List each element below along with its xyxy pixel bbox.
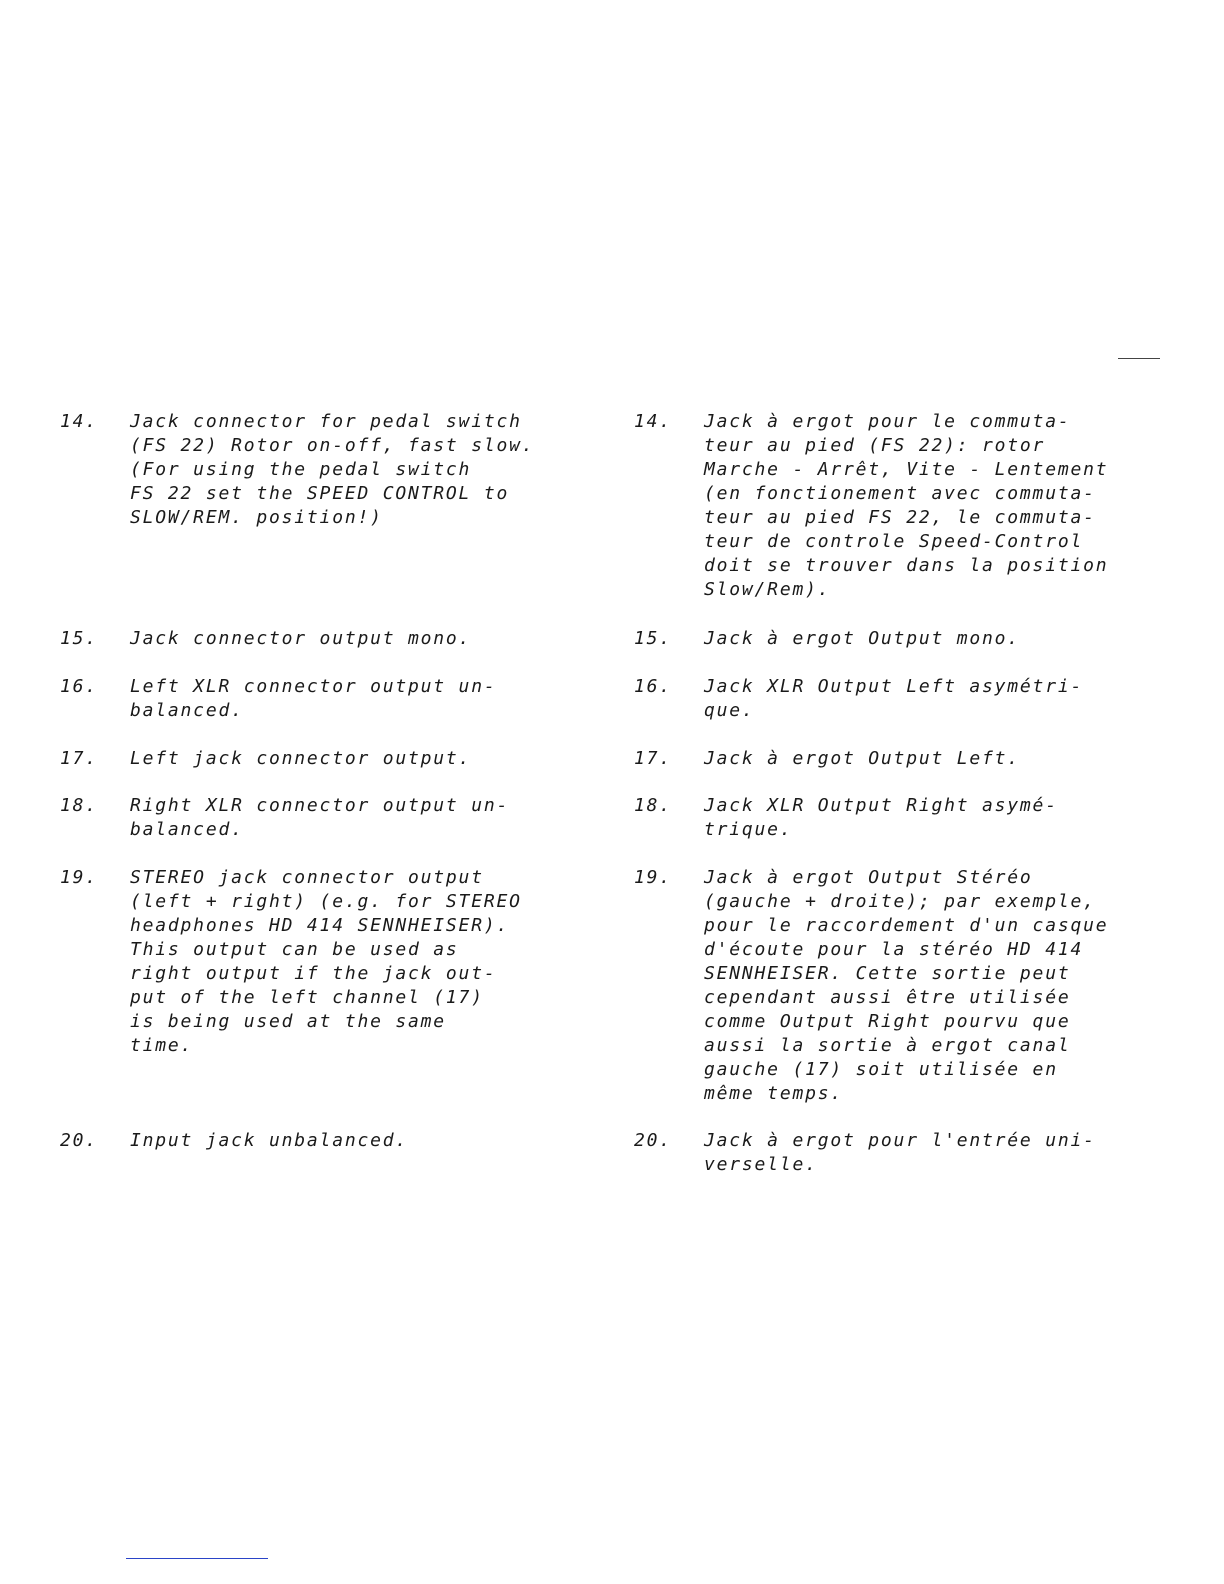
item-text: Right XLR connector output un- balanced. bbox=[130, 795, 510, 840]
list-item-fr-20 bbox=[634, 1129, 1096, 1201]
item-number: 17. bbox=[60, 748, 98, 769]
list-item-en-20 bbox=[60, 1129, 409, 1201]
header-rule bbox=[1118, 358, 1160, 359]
item-number: 20. bbox=[60, 1130, 98, 1151]
item-text: Jack connector for pedal switch (FS 22) Rotor on-off, fast slow. (For using the pedal switch FS 22 set the SPEED CONTROL to SLOW/REM. position!) bbox=[130, 411, 535, 528]
item-text: Jack à ergot Output mono. bbox=[704, 628, 1020, 649]
item-text: Jack à ergot pour l'entrée uni- verselle. bbox=[704, 1130, 1096, 1175]
list-item-fr-19 bbox=[634, 866, 1109, 1104]
item-text: Jack connector output mono. bbox=[130, 628, 472, 649]
item-number: 14. bbox=[634, 411, 672, 432]
item-number: 19. bbox=[634, 867, 672, 888]
item-number: 18. bbox=[60, 795, 98, 816]
item-number: 17. bbox=[634, 748, 672, 769]
item-text: Jack à ergot Output Left. bbox=[704, 748, 1020, 769]
item-text: Left XLR connector output un- balanced. bbox=[130, 676, 497, 721]
item-text: Left jack connector output. bbox=[130, 748, 472, 769]
list-item-en-18 bbox=[60, 794, 510, 866]
list-item-fr-18 bbox=[634, 794, 1058, 866]
list-item-en-19 bbox=[60, 866, 522, 1056]
item-number: 16. bbox=[60, 676, 98, 697]
item-text: Jack XLR Output Left asymétri- que. bbox=[704, 676, 1084, 721]
item-number: 18. bbox=[634, 795, 672, 816]
list-item-en-14 bbox=[60, 410, 535, 528]
list-item-fr-14 bbox=[634, 410, 1109, 600]
item-number: 20. bbox=[634, 1130, 672, 1151]
item-number: 15. bbox=[60, 628, 98, 649]
item-text: Jack à ergot pour le commuta- teur au pied (FS 22): rotor Marche - Arrêt, Vite - Lentement (en fonctionement avec commuta- teur au pied FS 22, le commuta- teur de controle Speed-Control doit se trouver dans la position Slow/Rem). bbox=[704, 411, 1109, 600]
item-number: 15. bbox=[634, 628, 672, 649]
item-number: 14. bbox=[60, 411, 98, 432]
footnote-rule bbox=[126, 1558, 268, 1559]
item-text: Input jack unbalanced. bbox=[130, 1130, 409, 1151]
list-item-fr-16 bbox=[634, 675, 1084, 747]
item-text: Jack à ergot Output Stéréo (gauche + droite); par exemple, pour le raccordement d'un casque d'écoute pour la stéréo HD 414 SENNHEISER. Cette sortie peut cependant aussi être utilisée comme Output Right pourvu que aussi la sortie à ergot canal gauche (17) soit utilisée en même temps. bbox=[704, 867, 1109, 1104]
item-number: 19. bbox=[60, 867, 98, 888]
list-item-en-16 bbox=[60, 675, 497, 747]
item-number: 16. bbox=[634, 676, 672, 697]
item-text: Jack XLR Output Right asymé- trique. bbox=[704, 795, 1058, 840]
item-text: STEREO jack connector output (left + right) (e.g. for STEREO headphones HD 414 SENNHEISER). This output can be used as right output if the jack out- put of the left channel (17) is being used at the same time. bbox=[130, 867, 522, 1056]
